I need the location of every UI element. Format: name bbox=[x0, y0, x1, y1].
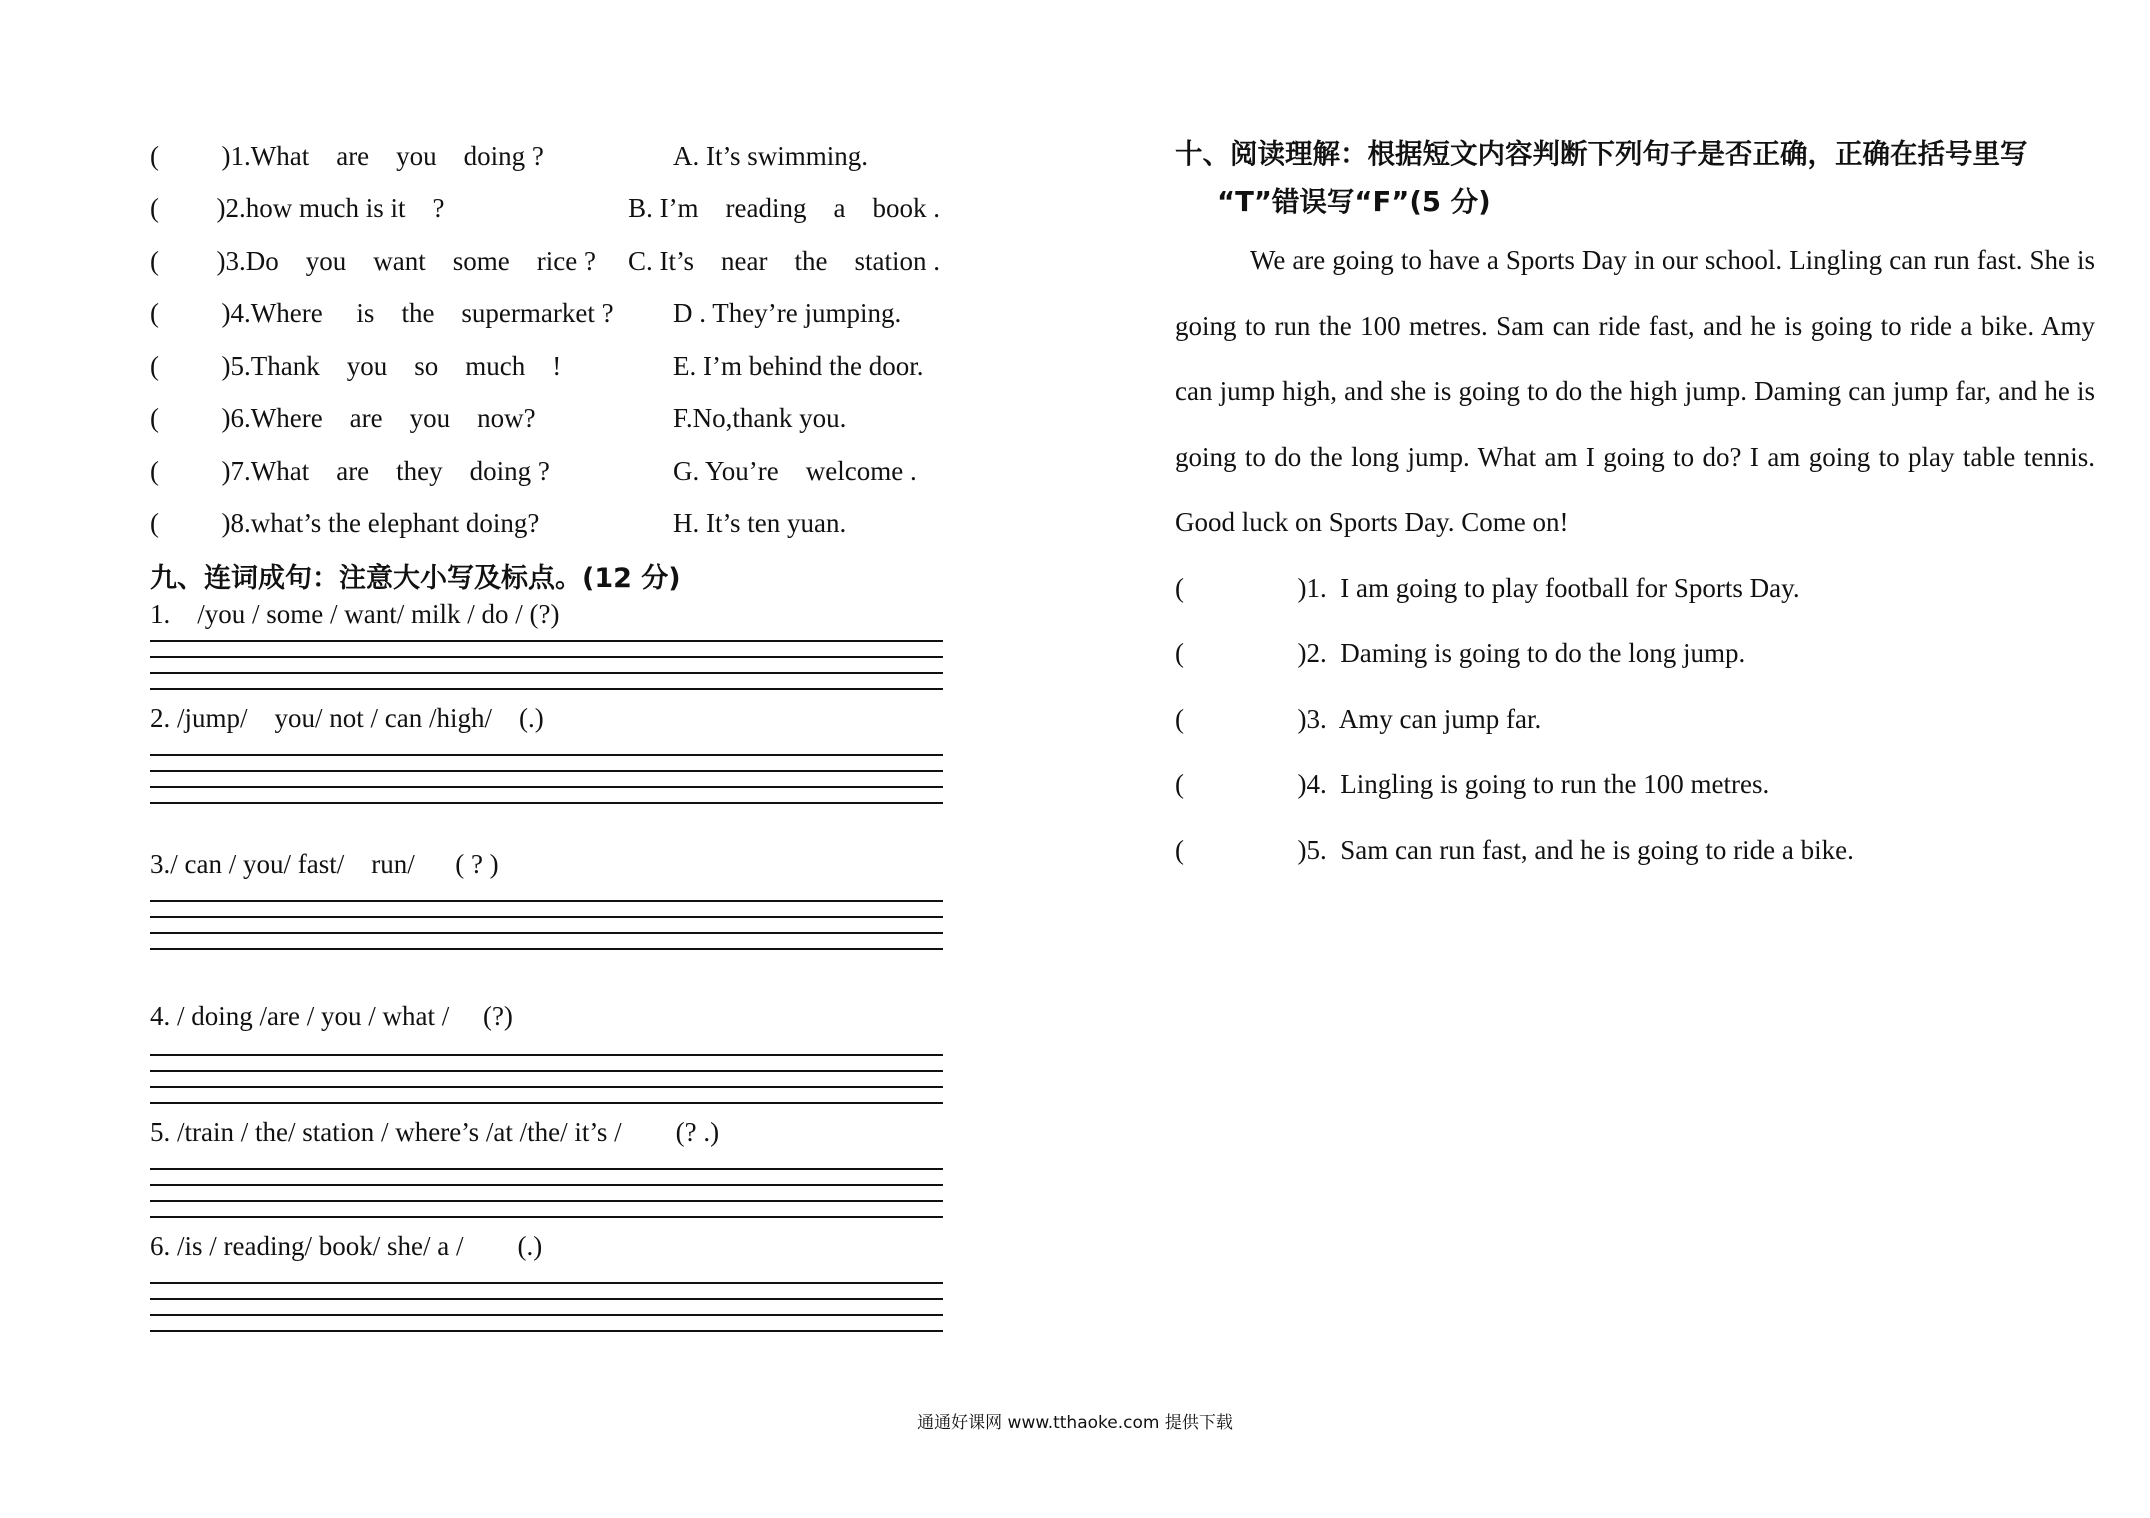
matching-row bbox=[150, 130, 940, 183]
true-false-list bbox=[1175, 556, 2095, 884]
answer-bracket: ( bbox=[1175, 769, 1184, 800]
answer-bracket: ( bbox=[150, 350, 159, 381]
statement-text: )2. Daming is going to do the long jump. bbox=[1257, 638, 1746, 669]
tf-item bbox=[1175, 687, 2095, 753]
scrambled-words: 5. /train / the/ station / where’s /at /the/ it’s / (? .) bbox=[150, 1117, 720, 1147]
scrambled-words: 6. /is / reading/ book/ she/ a / (.) bbox=[150, 1231, 543, 1261]
scrambled-words: 2. /jump/ you/ not / can /high/ (.) bbox=[150, 703, 544, 733]
matching-row bbox=[150, 498, 940, 551]
answer-bracket: ( bbox=[150, 298, 159, 329]
statement-text: )4. Lingling is going to run the 100 metres. bbox=[1257, 769, 1770, 800]
option-text: F.No,thank you. bbox=[673, 403, 847, 434]
matching-row bbox=[150, 445, 940, 498]
section-10-title bbox=[1175, 130, 2095, 226]
question-text: )4.Where is the supermarket ? bbox=[208, 298, 614, 329]
answer-bracket: ( bbox=[150, 403, 159, 434]
answer-bracket: ( bbox=[150, 245, 159, 276]
sentence-item bbox=[150, 1001, 940, 1117]
writing-lines bbox=[150, 754, 940, 804]
question-text: )8.what’s the elephant doing? bbox=[208, 508, 540, 539]
scrambled-words: 4. / doing /are / you / what / (?) bbox=[150, 1001, 513, 1031]
answer-bracket: ( bbox=[1175, 572, 1184, 603]
option-text: E. I’m behind the door. bbox=[673, 350, 924, 381]
sentence-item bbox=[150, 703, 940, 849]
passage-text: We are going to have a Sports Day in our school. Lingling can run fast. She is going to run the 100 metres. Sam can ride fast, and he is going to ride a bike. Amy can jump high, and she is going to do the high jump. Daming can jump far, and he is going to do the long jump. What am I going to do? I am going to play table tennis. Good luck on Sports Day. Come on! bbox=[1175, 245, 2095, 537]
option-text: H. It’s ten yuan. bbox=[673, 508, 847, 539]
option-text: B. I’m reading a book . bbox=[628, 193, 940, 224]
question-text: )1.What are you doing ? bbox=[208, 140, 544, 171]
section-10-title-line2: “T”错误写“F”(5 分) bbox=[1217, 186, 1491, 218]
question-text: )7.What are they doing ? bbox=[208, 455, 550, 486]
left-column bbox=[150, 130, 940, 1331]
answer-bracket: ( bbox=[150, 140, 159, 171]
tf-item bbox=[1175, 556, 2095, 622]
statement-text: )3. Amy can jump far. bbox=[1257, 703, 1542, 734]
answer-bracket: ( bbox=[1175, 834, 1184, 865]
answer-bracket: ( bbox=[150, 193, 159, 224]
sentence-building-section bbox=[150, 556, 940, 1331]
right-column bbox=[1175, 130, 2095, 883]
tf-item bbox=[1175, 621, 2095, 687]
matching-row bbox=[150, 393, 940, 446]
section-9-title: 九、连词成句：注意大小写及标点。(12 分) bbox=[150, 563, 681, 594]
tf-item bbox=[1175, 752, 2095, 818]
option-text: D . They’re jumping. bbox=[673, 298, 902, 329]
answer-bracket: ( bbox=[1175, 638, 1184, 669]
writing-lines bbox=[150, 640, 940, 690]
matching-row bbox=[150, 235, 940, 288]
question-text: )5.Thank you so much ! bbox=[208, 350, 562, 381]
sentence-item bbox=[150, 599, 940, 703]
scrambled-words: 1. /you / some / want/ milk / do / (?) bbox=[150, 599, 560, 629]
option-text: C. It’s near the station . bbox=[628, 245, 940, 276]
statement-text: )5. Sam can run fast, and he is going to ride a bike. bbox=[1257, 834, 1854, 865]
answer-bracket: ( bbox=[1175, 703, 1184, 734]
matching-row bbox=[150, 183, 940, 236]
question-text: )6.Where are you now? bbox=[208, 403, 536, 434]
matching-section bbox=[150, 130, 940, 550]
answer-bracket: ( bbox=[150, 455, 159, 486]
writing-lines bbox=[150, 1282, 940, 1332]
page-footer: 通通好课网 www.tthaoke.com 提供下载 bbox=[917, 1413, 1233, 1433]
matching-row bbox=[150, 288, 940, 341]
tf-item bbox=[1175, 818, 2095, 884]
scrambled-words: 3./ can / you/ fast/ run/ ( ? ) bbox=[150, 849, 499, 879]
reading-passage bbox=[1175, 228, 2095, 556]
section-10-title-line1: 十、阅读理解：根据短文内容判断下列句子是否正确，正确在括号里写 bbox=[1175, 138, 2028, 170]
answer-bracket: ( bbox=[150, 508, 159, 539]
statement-text: )1. I am going to play football for Sports Day. bbox=[1257, 572, 1800, 603]
option-text: G. You’re welcome . bbox=[673, 455, 917, 486]
sentence-item bbox=[150, 1117, 940, 1231]
sentence-item bbox=[150, 849, 940, 1001]
option-text: A. It’s swimming. bbox=[673, 140, 869, 171]
writing-lines bbox=[150, 1054, 940, 1104]
matching-row bbox=[150, 340, 940, 393]
question-text: )3.Do you want some rice ? bbox=[203, 245, 596, 276]
writing-lines bbox=[150, 1168, 940, 1218]
sentence-item bbox=[150, 1231, 940, 1331]
writing-lines bbox=[150, 900, 940, 950]
question-text: )2.how much is it ? bbox=[203, 193, 445, 224]
